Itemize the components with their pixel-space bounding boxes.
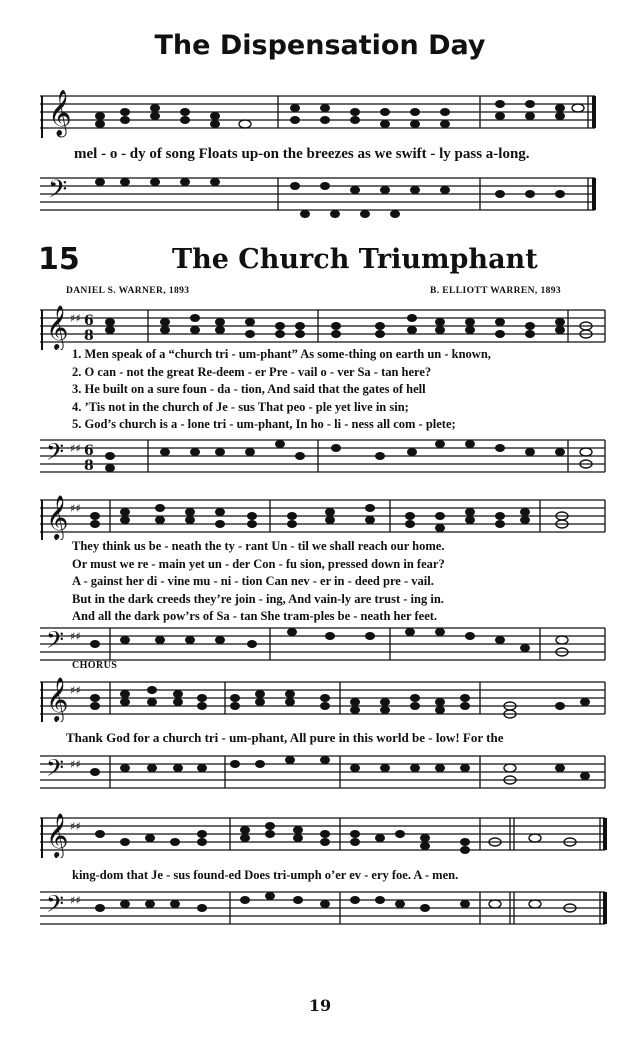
system4-treble-staff xyxy=(40,808,610,858)
svg-text:♯♯: ♯♯ xyxy=(70,502,81,515)
svg-text:𝄞: 𝄞 xyxy=(46,813,69,857)
hymn-number: 15 xyxy=(38,242,80,277)
svg-text:𝄢: 𝄢 xyxy=(46,754,65,787)
verse-line: 3. He built on a sure foun - da - tion, And said that the gates of hell xyxy=(72,382,426,396)
system2-treble-staff xyxy=(40,490,610,540)
svg-text:𝄢: 𝄢 xyxy=(46,438,65,471)
svg-text:♯♯: ♯♯ xyxy=(70,894,81,907)
svg-text:♯♯: ♯♯ xyxy=(70,312,81,325)
system4-bass-staff xyxy=(40,882,610,932)
chorus-label: CHORUS xyxy=(72,660,118,671)
verse-line: 2. O can - not the great Re-deem - er Pre - vail o - ver Sa - tan here? xyxy=(72,364,432,379)
words-credit: DANIEL S. WARNER, 1893 xyxy=(66,286,190,296)
prev-bass-staff xyxy=(40,170,600,220)
verse-line: And all the dark pow’rs of Sa - tan She tram-ples be - neath her feet. xyxy=(72,609,438,623)
chorus-line-1: Thank God for a church tri - um-phant, All pure in this world be - low! For the xyxy=(66,730,504,745)
system3-treble-staff xyxy=(40,672,610,722)
svg-text:𝄢: 𝄢 xyxy=(46,626,65,659)
svg-text:𝄢: 𝄢 xyxy=(46,890,65,923)
svg-text:𝄞: 𝄞 xyxy=(46,677,69,721)
system1-bass-staff xyxy=(40,430,610,480)
page-number: 19 xyxy=(308,996,332,1015)
verse-line: A - gainst her di - vine mu - ni - tion Can nev - er in - deed pre - vail. xyxy=(72,574,434,588)
verse-line: Or must we re - main yet un - der Con - fu sion, pressed down in fear? xyxy=(72,556,445,571)
hymn-title: The Church Triumphant xyxy=(172,244,538,275)
svg-text:♯♯: ♯♯ xyxy=(70,442,81,455)
prev-hymn-lyric: mel - o - dy of song Floats up-on the breezes as we swift - ly pass a-long. xyxy=(74,146,530,162)
verse-line: 5. God’s church is a - lone tri - um-phant, In ho - li - ness all com - plete; xyxy=(72,417,456,431)
chorus-line-2: king-dom that Je - sus found-ed Does tri-umph o’er ev - ery foe. A - men. xyxy=(72,868,459,882)
svg-text:6: 6 xyxy=(84,443,94,459)
verse-line: They think us be - neath the ty - rant Un - til we shall reach our home. xyxy=(72,539,445,553)
system1-verses xyxy=(72,346,491,434)
system2-verses xyxy=(72,538,445,626)
svg-text:𝄞: 𝄞 xyxy=(46,305,69,349)
system2-bass-staff xyxy=(40,618,610,668)
svg-text:𝄞: 𝄞 xyxy=(46,495,69,539)
system1-treble-staff xyxy=(40,300,610,350)
svg-text:♯♯: ♯♯ xyxy=(70,758,81,771)
system3-bass-staff xyxy=(40,746,610,796)
svg-text:6: 6 xyxy=(84,313,94,329)
svg-text:♯♯: ♯♯ xyxy=(70,684,81,697)
verse-line: 1. Men speak of a “church tri - um-phant” As some-thing on earth un - known, xyxy=(72,347,491,361)
prev-hymn-title: The Dispensation Day xyxy=(154,30,486,61)
svg-text:𝄞: 𝄞 xyxy=(48,90,72,136)
svg-text:♯♯: ♯♯ xyxy=(70,820,81,833)
svg-text:𝄢: 𝄢 xyxy=(48,175,68,210)
verse-line: But in the dark creeds they’re join - ing, And vain-ly are trust - ing in. xyxy=(72,591,444,606)
verse-line: 4. ’Tis not in the church of Je - sus That peo - ple yet live in sin; xyxy=(72,399,409,414)
prev-treble-staff xyxy=(40,88,600,138)
music-credit: B. ELLIOTT WARREN, 1893 xyxy=(430,286,562,296)
svg-text:8: 8 xyxy=(84,328,94,344)
svg-text:8: 8 xyxy=(84,458,94,474)
svg-text:♯♯: ♯♯ xyxy=(70,630,81,643)
